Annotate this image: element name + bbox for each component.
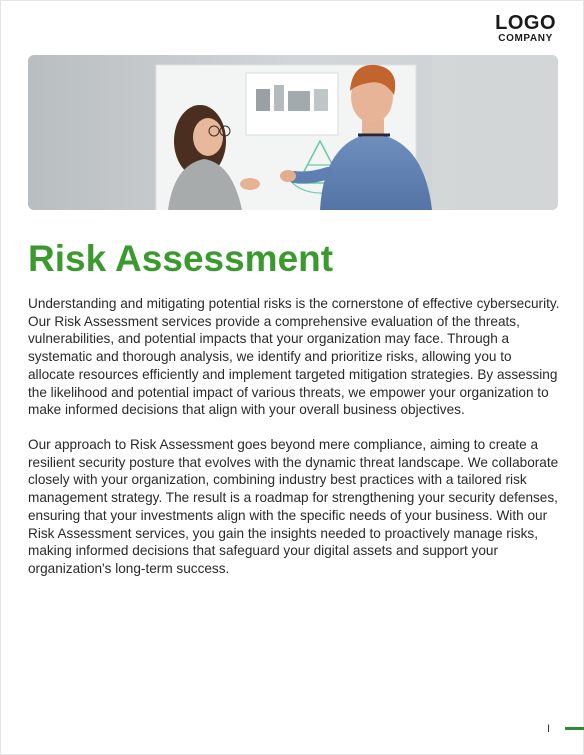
page-title: Risk Assessment (28, 238, 334, 279)
paragraph-approach: Our approach to Risk Assessment goes beyond mere compliance, aiming to create a resilient security posture that evolves with the dynamic threat landscape. We collaborate closely with your organization, combining industry best practices with a tailored risk management strategy. The result is a roadmap for strengthening your security defenses, ensuring that your investments align with the specific needs of your business. With our Risk Assessment services, you gain the insights needed to proactively manage risks, making informed decisions that safeguard your digital assets and support your organization's long-term success. (28, 437, 559, 576)
company-logo (495, 13, 556, 44)
hero-photo-illustration (28, 55, 558, 210)
footer-accent-line (565, 727, 584, 730)
logo-company-text: COMPANY (498, 33, 553, 44)
page-number: I (547, 723, 551, 735)
logo-text: LOGO (495, 12, 556, 34)
paragraph-intro: Understanding and mitigating potential risks is the cornerstone of effective cybersecurity. Our Risk Assessment services provide a comprehensive evaluation of the threats, vulnerabilities, and potential impacts that your organization may face. Through a systematic and thorough analysis, we identify and prioritize risks, allowing you to allocate resources efficiently and implement targeted mitigation strategies. By assessing the likelihood and potential impact of various threats, we empower your organization to make informed decisions that align with your overall business objectives. (28, 296, 560, 418)
hero-image (28, 55, 558, 210)
